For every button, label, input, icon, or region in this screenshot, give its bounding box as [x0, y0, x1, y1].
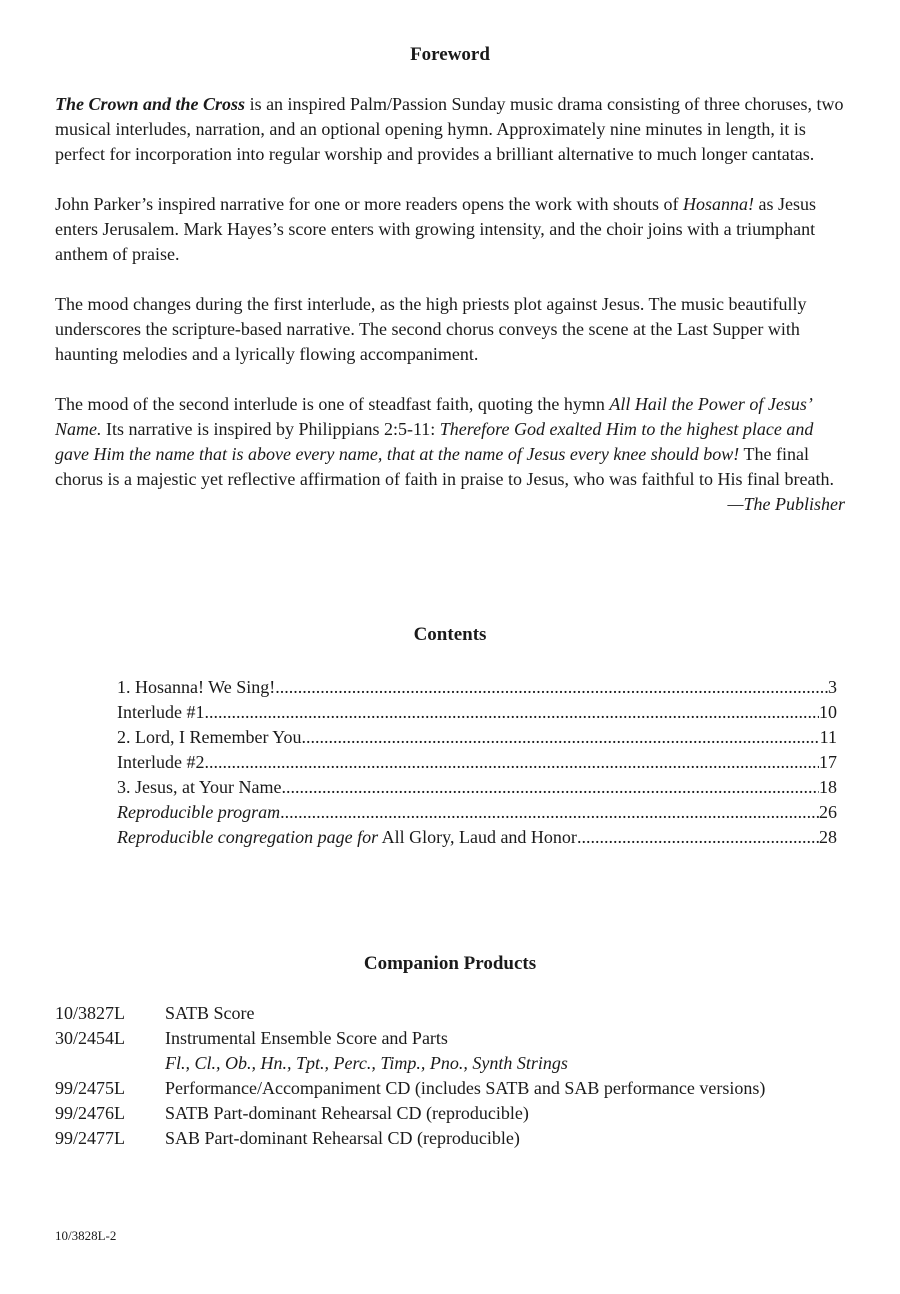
foreword-p4-d: Therefore God exalted Him to the highest place and gave Him the name that is above every name, that at the name of Jesus every knee should bow!	[55, 419, 814, 464]
product-row	[55, 1001, 845, 1026]
toc-page: 28	[819, 827, 837, 847]
toc-entry	[117, 675, 837, 700]
toc-entry	[117, 700, 837, 725]
toc-entry	[117, 775, 837, 800]
toc-leader	[204, 750, 819, 775]
toc-page: 3	[828, 677, 837, 697]
foreword-body	[55, 92, 845, 517]
product-description-main: Instrumental Ensemble Score and Parts	[165, 1028, 448, 1048]
toc-label: 3. Jesus, at Your Name	[117, 777, 282, 797]
product-instrument-list: Fl., Cl., Ob., Hn., Tpt., Perc., Timp., Pno., Synth Strings	[165, 1053, 568, 1073]
contents-heading: Contents	[413, 624, 487, 645]
product-code: 30/2454L	[55, 1028, 125, 1048]
product-code: 10/3827L	[55, 1003, 125, 1023]
product-code: 99/2477L	[55, 1128, 125, 1148]
toc-page: 18	[819, 777, 837, 797]
catalog-footer-code: 10/3828L-2	[55, 1228, 117, 1243]
foreword-heading: Foreword	[410, 44, 490, 65]
toc-leader	[301, 725, 819, 750]
foreword-p2-c: as Jesus enters Jerusalem. Mark Hayes’s score enters with growing intensity, and the choir joins with a triumphant anthem of praise.	[55, 194, 817, 264]
toc-page: 11	[819, 727, 837, 747]
product-code: 99/2475L	[55, 1078, 125, 1098]
foreword-p4-c: Its narrative is inspired by Philippians 2:5-11:	[101, 419, 440, 439]
toc-page: 17	[819, 752, 837, 772]
work-title: The Crown and the Cross	[55, 94, 246, 114]
toc-entry	[117, 800, 837, 825]
toc-leader	[282, 775, 820, 800]
toc-label: Interlude #2	[117, 752, 205, 772]
foreword-paragraph-2	[55, 192, 845, 267]
toc-label: 1. Hosanna! We Sing!	[117, 677, 276, 697]
toc-label	[117, 825, 577, 850]
toc-label-italic: Reproducible congregation page for	[117, 827, 379, 847]
toc-leader	[275, 675, 828, 700]
companion-products-list	[55, 1001, 845, 1151]
toc-label: Interlude #1	[117, 702, 205, 722]
product-row	[55, 1101, 845, 1126]
contents-list	[117, 675, 837, 850]
product-description: Performance/Accompaniment CD (includes SATB and SAB performance versions)	[165, 1078, 766, 1098]
product-row	[55, 1076, 845, 1101]
toc-entry	[117, 725, 837, 750]
toc-page: 26	[819, 802, 837, 822]
toc-entry	[117, 825, 837, 850]
product-description	[165, 1026, 845, 1076]
toc-entry	[117, 750, 837, 775]
foreword-p4-a: The mood of the second interlude is one of steadfast faith, quoting the hymn	[55, 394, 610, 414]
product-code: 99/2476L	[55, 1103, 125, 1123]
toc-label: 2. Lord, I Remember You	[117, 727, 302, 747]
companion-heading: Companion Products	[363, 953, 537, 974]
product-row	[55, 1026, 845, 1076]
foreword-paragraph-4	[55, 392, 845, 492]
product-description: SAB Part-dominant Rehearsal CD (reproducible)	[165, 1128, 520, 1148]
publisher-signature: —The Publisher	[727, 494, 845, 514]
foreword-paragraph-3: The mood changes during the first interlude, as the high priests plot against Jesus. The music beautifully underscores the scripture-based narrative. The second chorus conveys the scene at the Last Supper with haunting melodies and a lyrically flowing accompaniment.	[55, 294, 807, 364]
product-description: SATB Part-dominant Rehearsal CD (reproducible)	[165, 1103, 529, 1123]
foreword-p2-b: Hosanna!	[683, 194, 755, 214]
foreword-p1-text: is an inspired Palm/Passion Sunday music drama consisting of three choruses, two musical interludes, narration, and an optional opening hymn. Approximately nine minutes in length, it is perfect for incorporation into regular worship and provides a brilliant alternative to much longer cantatas.	[55, 94, 844, 164]
foreword-p4-b: All Hail the Power of Jesus’ Name.	[55, 394, 811, 439]
toc-label-rest: All Glory, Laud and Honor	[378, 827, 577, 847]
foreword-p4-e: The final chorus is a majestic yet reflective affirmation of faith in praise to Jesus, who was faithful to His final breath.	[55, 444, 834, 489]
toc-leader	[204, 700, 819, 725]
product-description: SATB Score	[165, 1003, 255, 1023]
foreword-paragraph-1	[55, 92, 845, 167]
toc-leader	[577, 825, 819, 850]
toc-label: Reproducible program	[117, 802, 281, 822]
product-row	[55, 1126, 845, 1151]
toc-leader	[280, 800, 819, 825]
foreword-p2-a: John Parker’s inspired narrative for one or more readers opens the work with shouts of	[55, 194, 684, 214]
toc-page: 10	[819, 702, 837, 722]
